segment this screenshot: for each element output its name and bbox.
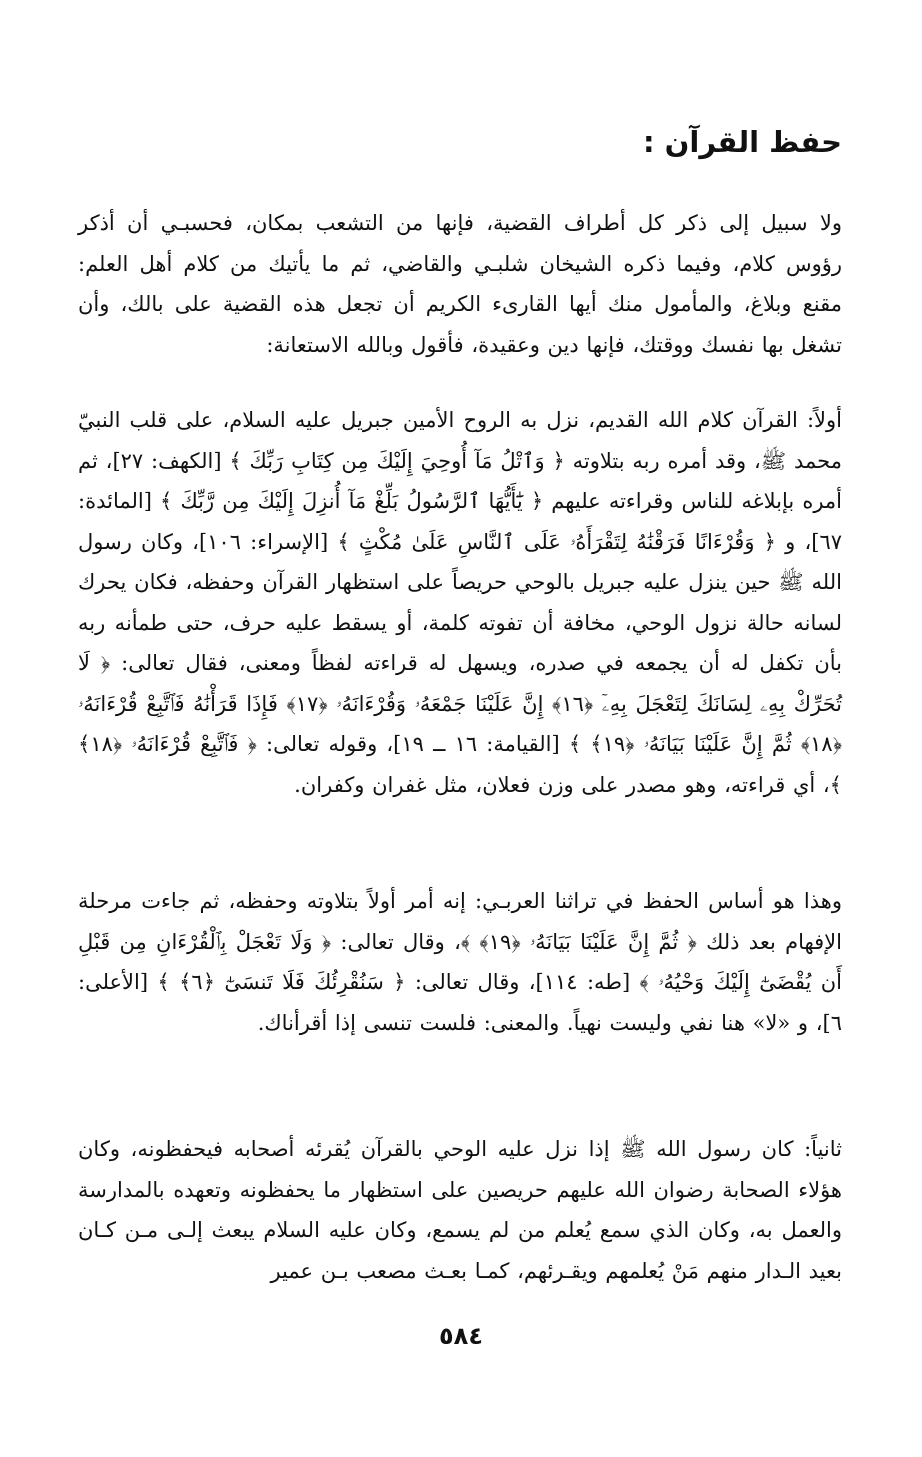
paragraph-first-point: أولاً: القرآن كلام الله القديم، نزل به الروح الأمين جبريل عليه السلام، على قلب النبيّ محمد ﷺ، وقد أمره ربه بتلاوته ﴿ وَٱتْلُ مَآ أُوحِيَ إِلَيْكَ مِن كِتَابِ رَبِّكَ ﴾ [الكهف: ٢٧]، ثم أمره بإبلاغه للناس وقراءته عليهم ﴿ يَٰٓأَيُّهَا ٱلرَّسُولُ بَلِّغْ مَآ أُنزِلَ إِلَيْكَ مِن رَّبِّكَ ﴾ [المائدة: ٦٧]، و ﴿ وَقُرْءَانًا فَرَقْنَٰهُ لِتَقْرَأَهُۥ عَلَى ٱلنَّاسِ عَلَىٰ مُكْثٍ ﴾ [الإسراء: ١٠٦]، وكان رسول الله ﷺ حين ينزل عليه جبريل بالوحي حريصاً على استظهار القرآن وحفظه، فكان يحرك لسانه حالة نزول الوحي، مخافة أن تفوته كلمة، أو يسقط عليه حرف، حتى طمأنه ربه بأن تكفل له أن يجمعه في صدره، ويسهل له قراءته لفظاً ومعنى، فقال تعالى: ﴿ لَا تُحَرِّكْ بِهِۦ لِسَانَكَ لِتَعْجَلَ بِهِۦٓ ﴿١٦﴾ إِنَّ عَلَيْنَا جَمْعَهُۥ وَقُرْءَانَهُۥ ﴿١٧﴾ فَإِذَا قَرَأْنَٰهُ فَٱتَّبِعْ قُرْءَانَهُۥ ﴿١٨﴾ ثُمَّ إِنَّ عَلَيْنَا بَيَانَهُۥ ﴿١٩﴾ ﴾ [القيامة: ١٦ ــ ١٩]، وقوله تعالى: ﴿ فَٱتَّبِعْ قُرْءَانَهُۥ ﴿١٨﴾ ﴾، أي قراءته، وهو مصدر على وزن فعلان، مثل غفران وكفران. xyxy=(78,408,843,797)
paragraph-second-point: ثانياً: كان رسول الله ﷺ إذا نزل عليه الوحي بالقرآن يُقرئه أصحابه فيحفظونه، وكان هؤلاء الصحابة رضوان الله عليهم حريصين على استظهار ما يحفظونه وتعهده بالمدارسة والعمل به، وكان الذي سمع يُعلم من لم يسمع، وكان عليه السلام يبعث إلـى مـن كـان بعيد الـدار منهم مَنْ يُعلمهم ويقـرئهم، كمـا بعـث مصعب بـن عمير xyxy=(78,1137,842,1283)
page-number: ٥٨٤ xyxy=(439,1322,483,1350)
paragraph-memorization-basis: وهذا هو أساس الحفظ في تراثنا العربـي: إنه أمر أولاً بتلاوته وحفظه، ثم جاءت مرحلة الإفهام بعد ذلك ﴿ ثُمَّ إِنَّ عَلَيْنَا بَيَانَهُۥ ﴿١٩﴾ ﴾، وقال تعالى: ﴿ وَلَا تَعْجَلْ بِٱلْقُرْءَانِ مِن قَبْلِ أَن يُقْضَىٰٓ إِلَيْكَ وَحْيُهُۥ ﴾ [طه: ١١٤]، وقال تعالى: ﴿ سَنُقْرِئُكَ فَلَا تَنسَىٰٓ ﴿٦﴾ ﴾ [الأعلى: ٦]، و «لا» هنا نفي وليست نهياً. والمعنى: فلست تنسى إذا أقرأناك. xyxy=(78,889,843,1035)
paragraph-intro: ولا سبيل إلى ذكر كل أطراف القضية، فإنها من التشعب بمكان، فحسبـي أن أذكر رؤوس كلام، وفيما ذكره الشيخان شلبـي والقاضي، ثم ما يأتيك من كلام أهل العلم: مقنع وبلاغ، والمأمول منك أيها القارىء الكريم أن تجعل هذه القضية على بالك، وأن تشغل بها نفسك ووقتك، فإنها دين وعقيدة، فأقول وبالله الاستعانة: xyxy=(78,211,842,357)
section-heading: حفظ القرآن : xyxy=(642,125,842,159)
